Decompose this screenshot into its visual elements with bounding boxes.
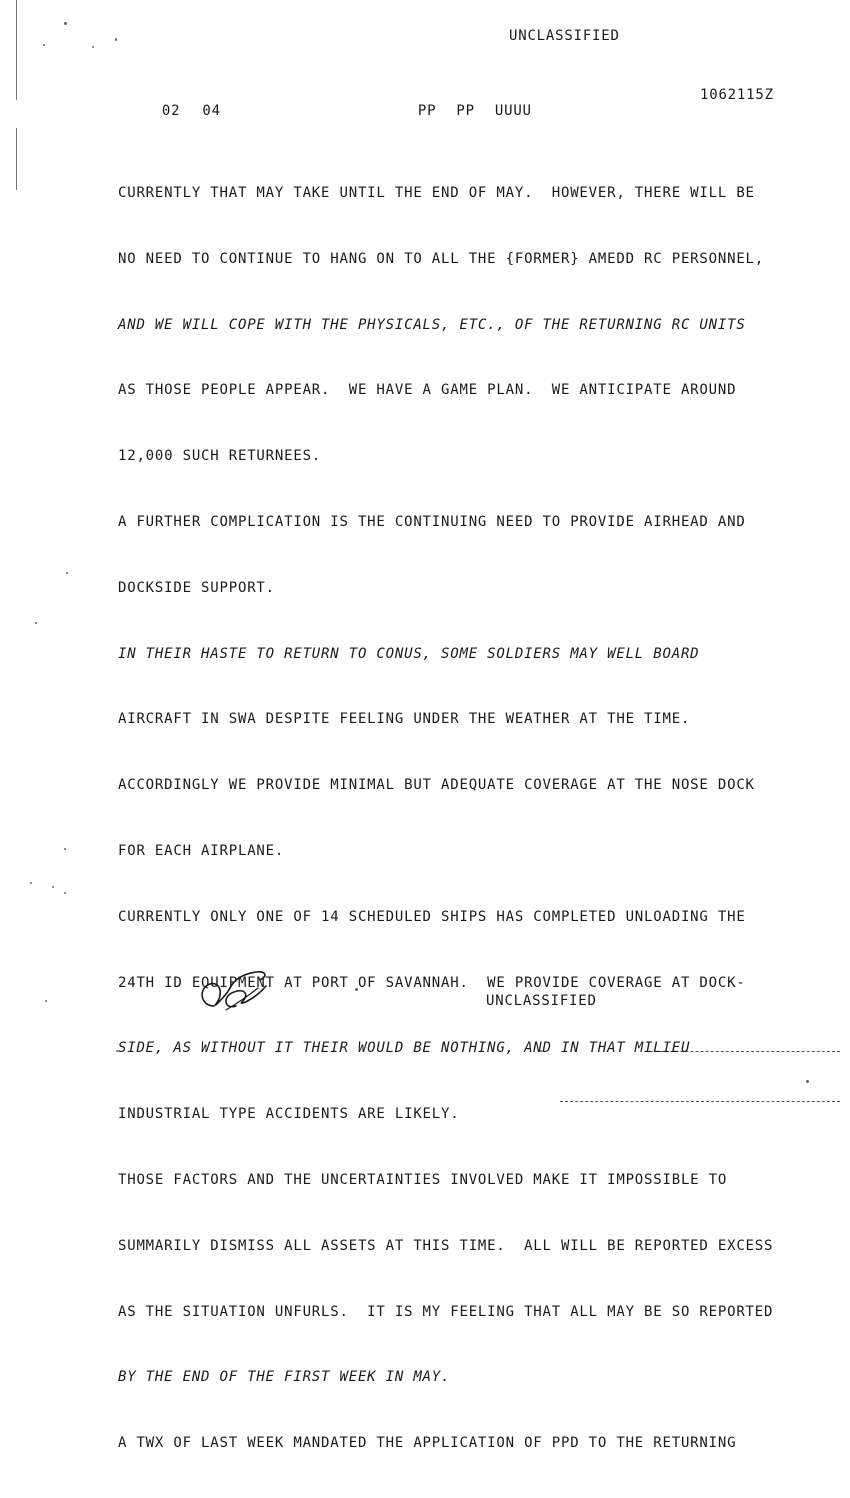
precedence-info: PP <box>456 103 475 119</box>
body-line: CURRENTLY ONLY ONE OF 14 SCHEDULED SHIPS HAS COMPLETED UNLOADING THE <box>118 908 746 925</box>
scan-speck <box>115 38 117 41</box>
handwritten-initials-icon <box>196 966 276 1016</box>
body-line: 12,000 SUCH RETURNEES. <box>118 448 322 465</box>
body-line: AS THE SITUATION UNFURLS. IT IS MY FEELING THAT ALL MAY BE SO REPORTED <box>118 1303 774 1320</box>
body-line: A TWX OF LAST WEEK MANDATED THE APPLICATION OF PPD TO THE RETURNING <box>118 1435 737 1452</box>
page-total: 04 <box>202 103 221 119</box>
classification-bottom: UNCLASSIFIED <box>486 993 597 1009</box>
precedence-action: PP <box>417 103 437 119</box>
scan-edge-line <box>16 0 17 100</box>
body-line: NO NEED TO CONTINUE TO HANG ON TO ALL THE {FORMER} AMEDD RC PERSONNEL, <box>118 250 765 267</box>
handling-code: UUUU <box>494 103 532 119</box>
body-line: A FURTHER COMPLICATION IS THE CONTINUING NEED TO PROVIDE AIRHEAD AND <box>118 513 746 530</box>
body-line: SIDE, AS WITHOUT IT THEIR WOULD BE NOTHING, AND IN THAT MILIEU <box>118 1040 691 1057</box>
body-line: AS THOSE PEOPLE APPEAR. WE HAVE A GAME PLAN. WE ANTICIPATE AROUND <box>118 382 737 399</box>
body-line: THOSE FACTORS AND THE UNCERTAINTIES INVOLVED MAKE IT IMPOSSIBLE TO <box>118 1171 728 1188</box>
scan-speck <box>66 572 68 574</box>
date-time-group: 1062115Z <box>700 87 774 103</box>
scan-speck <box>45 1000 47 1002</box>
scan-speck <box>64 848 66 850</box>
body-line: AND WE WILL COPE WITH THE PHYSICALS, ETC., OF THE RETURNING RC UNITS <box>118 316 746 333</box>
body-line: SUMMARILY DISMISS ALL ASSETS AT THIS TIME. ALL WILL BE REPORTED EXCESS <box>118 1237 774 1254</box>
scan-speck <box>64 22 67 25</box>
scan-speck <box>64 892 66 894</box>
body-line: 24TH ID EQUIPMENT AT PORT OF SAVANNAH. WE PROVIDE COVERAGE AT DOCK- <box>118 974 746 991</box>
body-line: ACCORDINGLY WE PROVIDE MINIMAL BUT ADEQUATE COVERAGE AT THE NOSE DOCK <box>118 777 755 794</box>
page-number: 02 <box>161 103 181 119</box>
page-indicator <box>125 87 221 135</box>
precedence-group <box>381 87 532 135</box>
scan-speck <box>35 622 37 624</box>
scan-speck <box>43 44 45 46</box>
body-line: FOR EACH AIRPLANE. <box>118 842 285 859</box>
scan-speck <box>52 886 54 888</box>
body-line: IN THEIR HASTE TO RETURN TO CONUS, SOME SOLDIERS MAY WELL BOARD <box>118 645 700 662</box>
scan-speck <box>92 46 94 48</box>
body-line: AIRCRAFT IN SWA DESPITE FEELING UNDER THE WEATHER AT THE TIME. <box>118 711 691 728</box>
body-line: CURRENTLY THAT MAY TAKE UNTIL THE END OF MAY. HOWEVER, THERE WILL BE <box>118 185 755 201</box>
classification-top: UNCLASSIFIED <box>509 28 620 44</box>
message-body <box>118 150 838 1498</box>
body-line: BY THE END OF THE FIRST WEEK IN MAY. <box>118 1369 451 1386</box>
scan-speck <box>30 882 32 884</box>
body-line: INDUSTRIAL TYPE ACCIDENTS ARE LIKELY. <box>118 1106 460 1123</box>
scan-edge-line <box>16 128 17 190</box>
body-line: DOCKSIDE SUPPORT. <box>118 579 275 596</box>
